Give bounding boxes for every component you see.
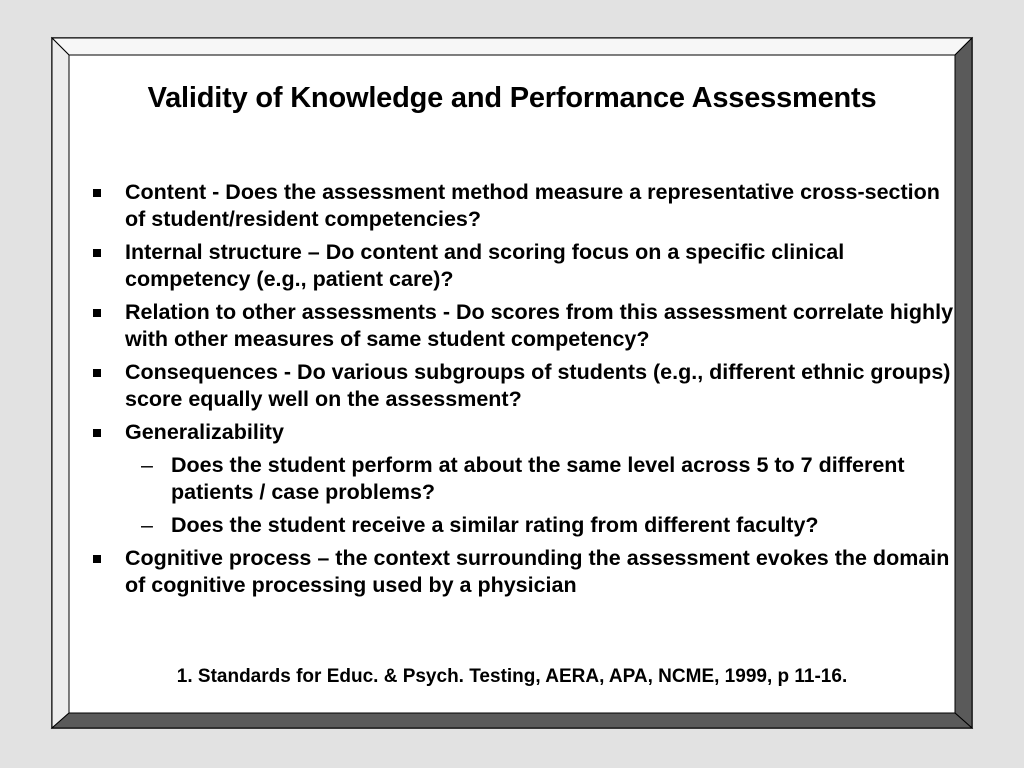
square-bullet-icon — [93, 189, 101, 197]
bullet-cognitive-process — [69, 545, 955, 599]
bullet-text: Generalizability — [125, 420, 284, 444]
bullet-text: Consequences - Do various subgroups of students (e.g., different ethnic groups) score equally well on the assessment? — [125, 360, 951, 411]
dash-bullet-icon: – — [141, 453, 153, 477]
bullet-text: Cognitive process – the context surrounding the assessment evokes the domain of cognitive processing used by a physician — [125, 546, 950, 597]
sub-bullet-text: Does the student receive a similar rating from different faculty? — [171, 513, 819, 537]
slide-content — [69, 55, 955, 713]
bullet-generalizability — [69, 419, 955, 446]
square-bullet-icon — [93, 309, 101, 317]
bullet-text: Relation to other assessments - Do scores from this assessment correlate highly with other measures of same student competency? — [125, 300, 954, 351]
sub-bullet-text: Does the student perform at about the same level across 5 to 7 different patients / case problems? — [171, 453, 905, 504]
bullet-relation-to-other-assessments — [69, 299, 955, 353]
square-bullet-icon — [93, 429, 101, 437]
bullet-content — [69, 179, 955, 233]
square-bullet-icon — [93, 369, 101, 377]
sub-bullet-same-level — [69, 452, 955, 506]
bullet-internal-structure — [69, 239, 955, 293]
bullet-text: Content - Does the assessment method measure a representative cross-section of student/resident competencies? — [125, 180, 940, 231]
square-bullet-icon — [93, 555, 101, 563]
dash-bullet-icon: – — [141, 513, 153, 537]
bullet-text: Internal structure – Do content and scoring focus on a specific clinical competency (e.g., patient care)? — [125, 240, 845, 291]
slide-title: Validity of Knowledge and Performance Assessments — [147, 82, 877, 114]
bullet-consequences — [69, 359, 955, 413]
sub-bullet-similar-rating — [69, 512, 955, 539]
square-bullet-icon — [93, 249, 101, 257]
footnote: 1. Standards for Educ. & Psych. Testing, AERA, APA, NCME, 1999, p 11-16. — [176, 666, 848, 687]
bullet-list — [69, 179, 955, 605]
